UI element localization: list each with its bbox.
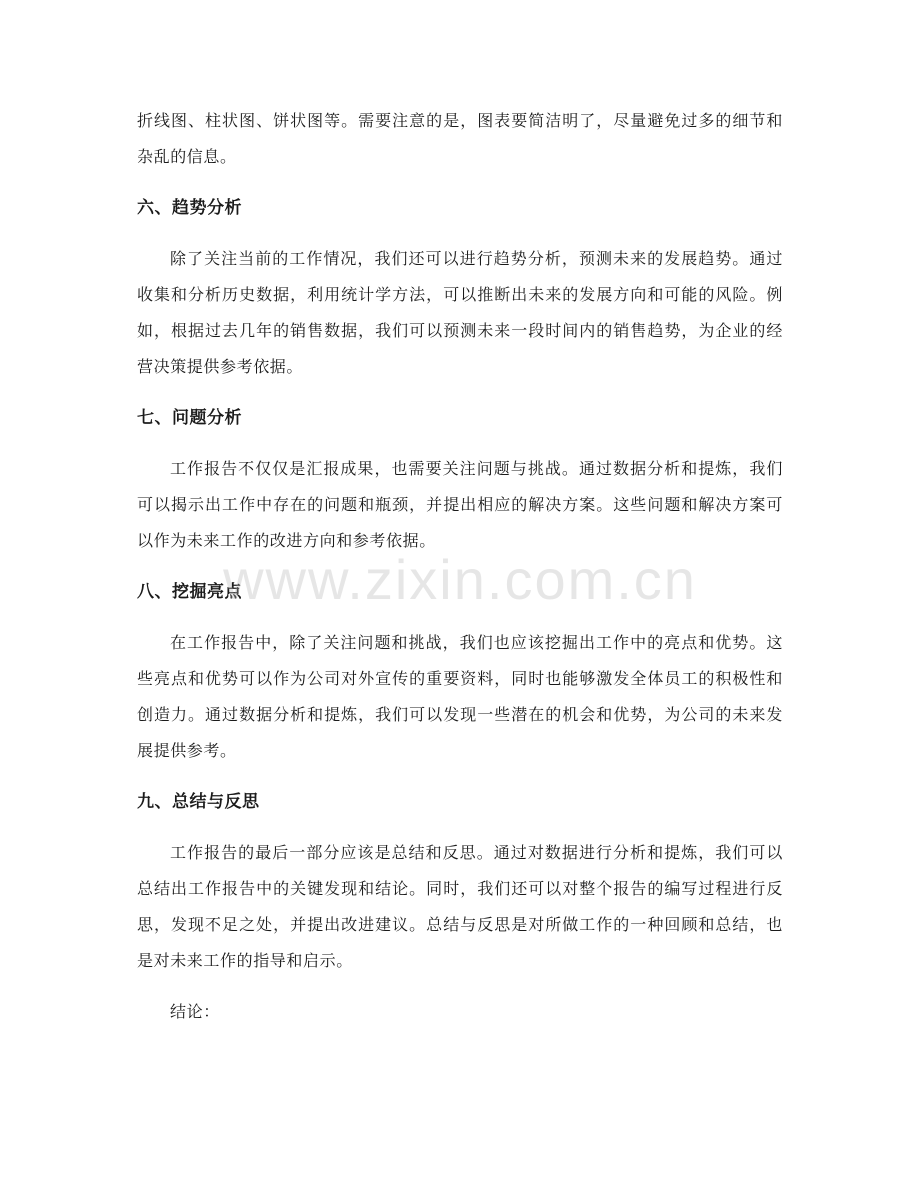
section-paragraph-problem: 工作报告不仅仅是汇报成果，也需要关注问题与挑战。通过数据分析和提炼，我们可以揭示出工作中存在的问题和瓶颈，并提出相应的解决方案。这些问题和解决方案可以作为未来工作的改进方向和参考依据。 <box>137 459 783 550</box>
conclusion-label: 结论： <box>170 1002 220 1021</box>
section-paragraph-summary: 工作报告的最后一部分应该是总结和反思。通过对数据进行分析和提炼，我们可以总结出工作报告中的关键发现和结论。同时，我们还可以对整个报告的编写过程进行反思，发现不足之处，并提出改进建议。总结与反思是对所做工作的一种回顾和总结，也是对未来工作的指导和启示。 <box>137 843 783 970</box>
document-body <box>137 103 783 1030</box>
watermark-text: www.zixin.com.cn <box>223 548 697 611</box>
section-heading-trend: 六、趋势分析 <box>137 198 242 218</box>
section-heading-problem: 七、问题分析 <box>137 408 242 428</box>
section-paragraph-highlights: 在工作报告中，除了关注问题和挑战，我们也应该挖掘出工作中的亮点和优势。这些亮点和优势可以作为公司对外宣传的重要资料，同时也能够激发全体员工的积极性和创造力。通过数据分析和提炼，我们可以发现一些潜在的机会和优势，为公司的未来发展提供参考。 <box>137 633 783 760</box>
section-heading-summary: 九、总结与反思 <box>137 792 260 812</box>
section-paragraph-trend: 除了关注当前的工作情况，我们还可以进行趋势分析，预测未来的发展趋势。通过收集和分析历史数据，利用统计学方法，可以推断出未来的发展方向和可能的风险。例如，根据过去几年的销售数据，我们可以预测未来一段时间内的销售趋势，为企业的经营决策提供参考依据。 <box>137 249 783 376</box>
section-heading-highlights: 八、挖掘亮点 <box>137 582 242 602</box>
intro-paragraph: 折线图、柱状图、饼状图等。需要注意的是，图表要简洁明了，尽量避免过多的细节和杂乱的信息。 <box>137 111 783 166</box>
